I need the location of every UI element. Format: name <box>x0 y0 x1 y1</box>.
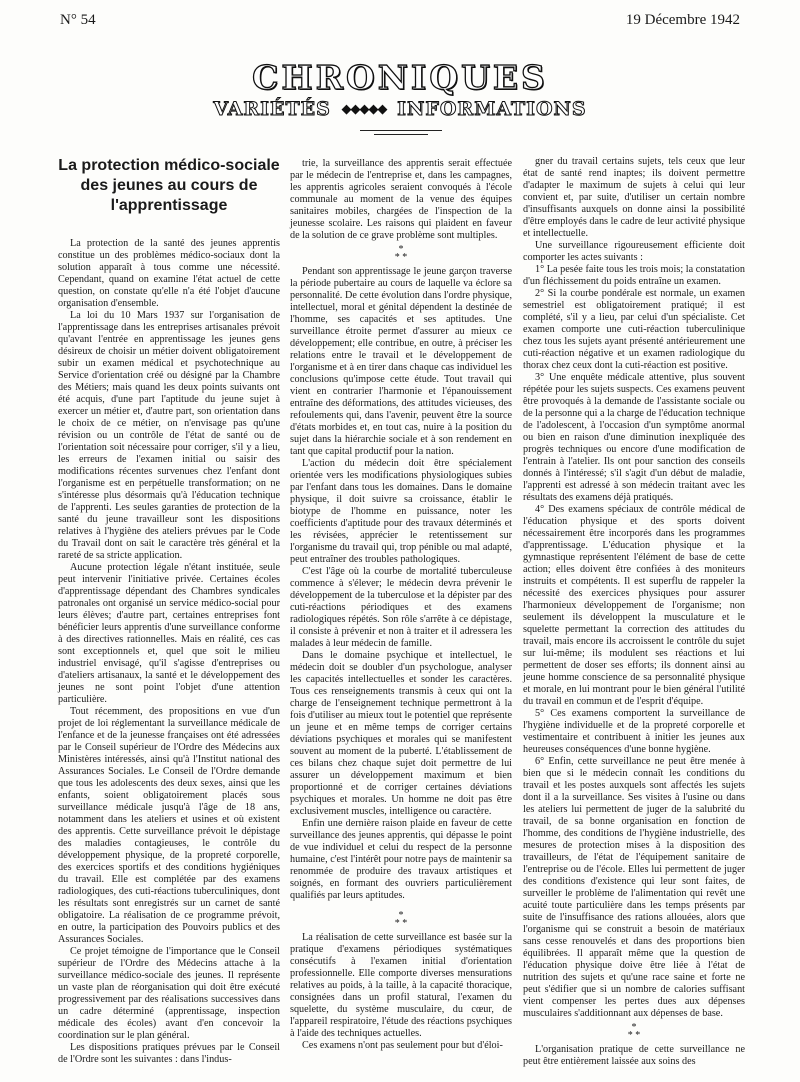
section-separator: * * * <box>394 910 408 929</box>
section-separator: * * * <box>627 1022 641 1041</box>
paragraph: Dans le domaine psychique et intellectuel, le médecin doit se doubler d'un psychologue, analyser les capacités intellectuelles et sonder les caractères. Tous ces renseignements transmis à ceux qui ont la charge de l'enseignement technique permettront à la fois d'utiliser au mieux tout le potentiel que représente un jeune et en même temps de corriger certains déviations psychiques et morales qui se manifestent souvent au moment de la puberté. L'établissement de ces bilans chez chaque sujet doit permettre de lui assurer un développement maximum et bien proportionné et de corriger certaines déviations psychiques et morales. Un homme ne doit pas être exclusivement muscles, intelligence ou caractère. <box>290 650 512 817</box>
paragraph: Aucune protection légale n'étant instituée, seule peut intervenir l'initiative privée. Certaines écoles d'apprentissage dépendant des Chambres syndicales patronales ont organisé un service médico-social pour leurs élèves; d'autre part, certaines entreprises font bénéficier leurs apprentis d'une surveillance conforme à des directives rationnelles. Mais en réalité, ces cas sont exceptionnels et, quel que soit le milieu industriel envisagé, qu'il s'agisse d'entreprises ou d'ateliers artisanaux, la santé et le développement des jeunes ne sont point l'objet d'une attention particulière. <box>58 562 280 705</box>
paragraph: gner du travail certains sujets, tels ceux que leur état de santé rend inaptes; ils doivent permettre d'adapter le maximum de sujets à celui qui leur convient et, par suite, d'utiliser un certain nombre d'insuffisants auxquels on donne ainsi la possibilité d'être employés dans le cadre de leur activité physique et intellectuelle. <box>523 156 745 239</box>
column-3-part-b <box>523 1044 745 1068</box>
paragraph: Ce projet témoigne de l'importance que le Conseil supérieur de l'Ordre des Médecins attache à la surveillance médico-sociale des jeunes. Il représente un vaste plan de réorganisation qui doit être exécuté progressivement par des réalisations successives dans un cadre déterminé (apprentissage, inspection médicale des écoles) avant d'en concevoir la coordination sur le plan général. <box>58 946 280 1041</box>
column-2 <box>290 158 512 1052</box>
paragraph: Ces examens n'ont pas seulement pour but d'éloi- <box>302 1040 503 1051</box>
masthead-subtitle <box>0 98 800 120</box>
column-1-body <box>58 238 280 1066</box>
paragraph: Pendant son apprentissage le jeune garçon traverse la période pubertaire au cours de laquelle va éclore sa personnalité. De cette évolution dans l'ordre physique, intellectuel, moral et génital dépendent la destinée de l'homme, ses capacités et ses aptitudes. Une surveillance étroite permet d'assurer au mieux ce développement; elle contribue, en outre, à préciser les relations entre le travail et le développement de l'organisme et à en tirer dans chaque cas individuel les conclusions qu'impose cette étude. Tout travail qui vient en contrarier l'harmonie et l'épanouissement entraîne des déformations, des attitudes vicieuses, des refoulements qui, dans l'avenir, peuvent être la source d'états morbides et, en tout cas, nuire à la position du sujet dans la hiérarchie sociale et à son rendement en tant que capital productif pour la nation. <box>290 266 512 457</box>
paragraph: La loi du 10 Mars 1937 sur l'organisation de l'apprentissage dans les entreprises artisanales prévoit qu'avant l'entrée en apprentissage les jeunes gens désireux de choisir un métier doivent obligatoirement subir un examen médical et psychotechnique au Service d'orientation créé ou désigné par la Chambre des Métiers; mais quand les deux points suivants ont été acquis, d'une part l'aptitude du jeune sujet à exercer un métier et, d'autre part, son orientation dans le choix de ce métier, on n'envisage pas qu'une révision ou un contrôle de l'état de santé ou de l'orientation soit nécessaire pour corriger, s'il y a lieu, les erreurs de l'examen initial ou saisir des modifications récentes survenues chez l'enfant dont l'organisme est en perpétuelle transformation; on ne s'intéresse plus désormais qu'à l'éducation technique de l'apprenti. Les seules garanties de protection de la santé du jeune travailleur sont les dispositions relatives à l'hygiène des ateliers prévues par le Code du Travail dont on sait le caractère très général et la rareté de sa stricte application. <box>58 310 280 561</box>
paragraph: 2° Si la courbe pondérale est normale, un examen semestriel est obligatoirement pratiqué; il est complété, s'il y a lieu, par celui d'un spécialiste. Cet examen comporte une cuti-réaction tuberculinique chez tous les sujets ayant présenté antérieurement une cuti-réaction négative et un examen radiologique du thorax chez ceux dont la cuti-réaction est positive. <box>523 288 745 371</box>
section-separator: * * * <box>394 244 408 263</box>
column-1 <box>58 156 280 1066</box>
column-2-part-a <box>290 158 512 242</box>
paragraph: La protection de la santé des jeunes apprentis constitue un des problèmes médico-sociaux dont la solution apparaît à tous comme une nécessité. Cependant, quand on examine l'état actuel de cette question, on constate qu'elle n'a été l'objet d'aucune organisation d'ensemble. <box>58 238 280 309</box>
masthead-title: CHRONIQUES <box>252 58 548 97</box>
paragraph: trie, la surveillance des apprentis serait effectuée par le médecin de l'entreprise et, dans les campagnes, les apprentis agricoles seraient convoqués à l'école communale au moment de la venue des équipes sanitaires mobiles, chargées de l'inspection de la jeunesse scolaire. Les raisons qui plaident en faveur de la solution de ce grave problème sont multiples. <box>290 158 512 241</box>
issue-date: 19 Décembre 1942 <box>625 12 740 28</box>
paragraph: C'est l'âge où la courbe de mortalité tuberculeuse commence à s'élever; le médecin devra prévenir le développement de la tuberculose et la dépister par des cuti-réactions périodiques et des examens radiologiques répétés. Son rôle s'arrête à ce dépistage, il consiste à prévenir et non à traiter et il adressera les malades à leur médecin de famille. <box>290 566 512 649</box>
column-3-part-a <box>523 156 745 1020</box>
paragraph: La réalisation de cette surveillance est basée sur la pratique d'examens périodiques systématiques consécutifs à l'examen initial d'orientation professionnelle. Elle comporte diverses mensurations relatives au poids, à la taille, à la capacité thoracique, consignées dans un profil statural, l'examen du squelette, du système musculaire, du cœur, de l'appareil respiratoire, l'étude des réactions psychiques à l'aide des techniques actuelles. <box>290 932 512 1039</box>
paragraph: L'organisation pratique de cette surveillance ne peut être entièrement laissée aux soins des <box>523 1044 745 1067</box>
paragraph: 1° La pesée faite tous les trois mois; la constatation d'un fléchissement du poids entraîne un examen. <box>523 264 745 287</box>
paragraph: 5° Ces examens comportent la surveillance de l'hygiène individuelle et de la propreté corporelle et vestimentaire et contribuent à initier les jeunes aux heureuses conséquences d'une bonne hygiène. <box>523 708 745 755</box>
ornament-icon: ◆◆◆◆◆ <box>341 102 387 117</box>
masthead-rule-thin <box>374 134 428 135</box>
paragraph: Une surveillance rigoureusement efficiente doit comporter les actes suivants : <box>523 240 745 263</box>
paragraph: L'action du médecin doit être spécialement orientée vers les modifications physiologiques subies par l'enfant dans tous les domaines. Dans le domaine physique, il doit suivre sa croissance, établir le biotype de l'homme en puissance, noter les coefficients d'aptitude pour des travaux déterminés et les révisées, apprécier le retentissement sur l'organisme du travail qui, trop pénible ou mal adapté, peut entraîner des troubles pathologiques. <box>290 458 512 565</box>
paragraph: 3° Une enquête médicale attentive, plus souvent répétée pour les sujets suspects. Ces examens peuvent être provoqués à la demande de l'assistante sociale ou de la personne qui a la charge de l'éducation technique de l'adolescent, à l'occasion d'un symptôme anormal ou bien en raison d'une diminution inexpliquée des progrès techniques ou encore d'une modification de l'entrain à l'atelier. Ils ont pour sanction des conseils donnés à l'intéressé; s'il s'agit d'un début de maladie, l'apprenti est adressé à son médecin traitant avec les résultats des examens déjà pratiqués. <box>523 372 746 503</box>
issue-number: N° 54 <box>60 12 96 28</box>
masthead-informations: INFORMATIONS <box>397 98 587 120</box>
column-2-part-b <box>290 266 512 902</box>
paragraph: 6° Enfin, cette surveillance ne peut être menée à bien que si le médecin connaît les conditions du travail et les postes auxquels sont affectés les sujets dont il a la surveillance. Ses visites à l'usine ou dans les ateliers lui permettent de juger de la salubrité du travail, de sa bonne organisation en fonction de l'homme, des conditions de l'hygiène industrielle, des mesures de protection mises à la disposition des travailleurs, de l'état de l'équipement sanitaire de l'entreprise ou de l'école. Elles lui permettent de juger des conditions d'existence qui leur sont faites, de surveiller le problème de l'alimentation qui revêt une acuité toute particulière dans les temps présents par suite de l'insuffisance des rations allouées, alors que l'organisme qui se construit a besoin de matériaux sans cesse renouvelés et dans des proportions bien équilibrées. Il apparaît même que la question de l'éducation physique doive être liée à l'état de nutrition des sujets et qu'une race saine et forte ne peut s'édifier que si un nombre de calories suffisant vient compenser les pertes dues aux dépenses musculaires s'additionnant aux dépenses de base. <box>523 756 745 1019</box>
masthead-varietes: VARIÉTÉS <box>213 98 331 120</box>
masthead-rule <box>360 130 442 131</box>
paragraph: 4° Des examens spéciaux de contrôle médical de l'éducation physique et des sports doivent nécessairement être incorporés dans les programmes d'apprentissage. L'éducation physique et la gymnastique représentent l'élément de base de cette action; elles doivent être confiées à des moniteurs instruits et compétents. Il est superflu de rappeler la nécessité des exercices physiques pour assurer l'harmonieux développement de l'organisme; non seulement ils développent la musculature et le squelette permettant la correction des attitudes du travail, mais encore ils accroissent le contrôle du sujet sur lui-même; ils modulent ses réactions et lui permettent de doser ses efforts; ils donnent ainsi au jeune homme conscience de sa personnalité physique et morale, en lui montrant pour le bien général l'utilité du travail en commun et de l'esprit d'équipe. <box>523 504 745 707</box>
column-3 <box>523 156 745 1068</box>
paragraph: Enfin une dernière raison plaide en faveur de cette surveillance des jeunes apprentis, qui dépasse le point de vue individuel et celui du respect de la personne humaine, c'est l'intérêt pour notre pays de maintenir sa renommée de produire des travaux artistiques et soignés, en formant des ouvriers particulièrement qualifiés par leurs aptitudes. <box>290 818 512 901</box>
paragraph: Les dispositions pratiques prévues par le Conseil de l'Ordre sont les suivantes : dans l'indus- <box>58 1042 280 1065</box>
column-2-part-c <box>290 932 512 1052</box>
article-title: La protection médico-sociale des jeunes au cours de l'apprentissage <box>58 157 280 214</box>
paragraph: Tout récemment, des propositions en vue d'un projet de loi réglementant la surveillance médicale de l'enfance et de la jeunesse françaises ont été adressées par le Conseil supérieur de l'Ordre des Médecins aux Ministères intéressés, ainsi qu'à l'Institut national des Assurances Sociales. Le Conseil de l'Ordre demande que tous les adolescents des deux sexes, ainsi que les enfants, soient obligatoirement placés sous surveillance médicale jusqu'à l'âge de 18 ans, notamment dans les ateliers et usines et où existent des apprentis. Cette surveillance prévoit le dépistage des maladies contagieuses, le contrôle du développement physique, de la propreté corporelle, des exercices sportifs et des conditions hygiéniques du travail. Elle est complétée par des examens radiologiques, des cuti-réactions tuberculiniques, dont les résultats sont enregistrés sur un carnet de santé obligatoire. La réalisation de ce programme prévoit, en outre, la participation des Pouvoirs publics et des Assurances Sociales. <box>58 706 280 945</box>
